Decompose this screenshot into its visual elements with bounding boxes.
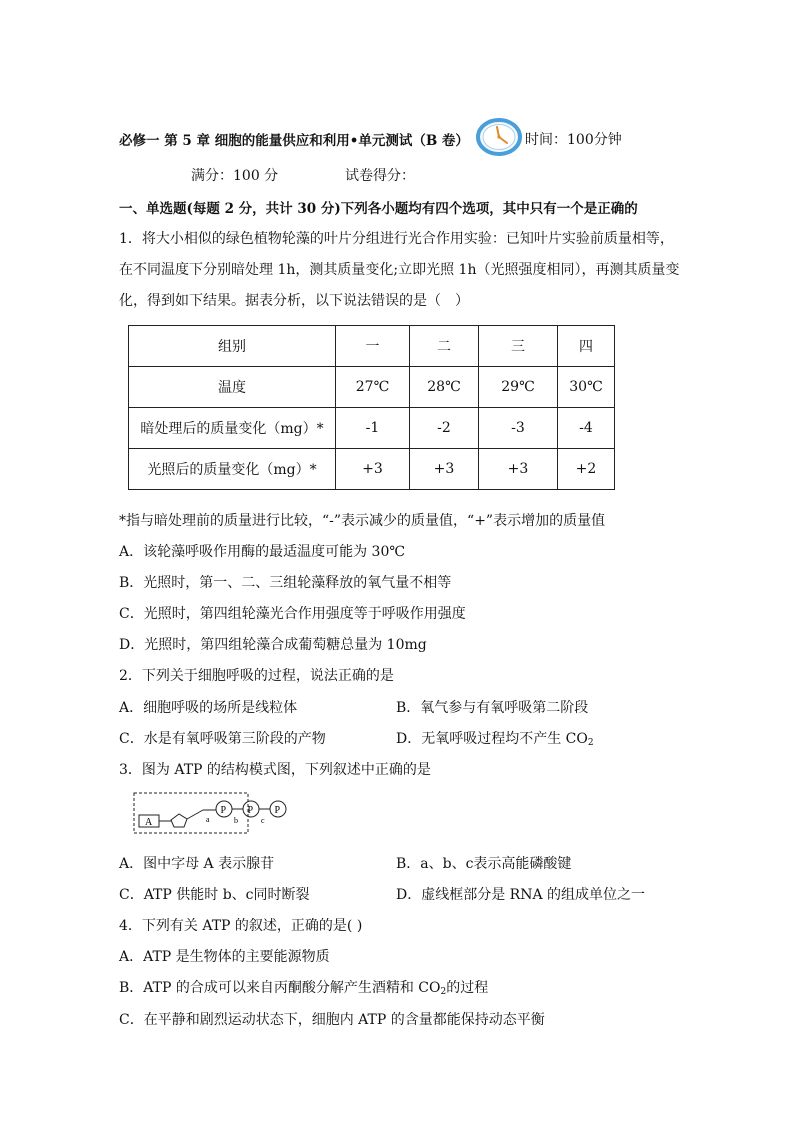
q1-table-note: *指与暗处理前的质量进行比较，“-”表示减少的质量值，“+”表示增加的质量值 [119, 513, 606, 529]
section-title: 一、单选题(每题 2 分，共计 30 分)下列各小题均有四个选项，其中只有一个是正确的 [119, 201, 638, 217]
label-a: a [206, 815, 210, 824]
q3-stem: 3．图为 ATP 的结构模式图，下列叙述中正确的是 [119, 762, 431, 778]
q1-stem-line3: 化，得到如下结果。据表分析，以下说法错误的是（ ） [119, 293, 469, 309]
q3-option-a: A．图中字母 A 表示腺苷 [119, 856, 275, 872]
paper-title: 必修一 第 5 章 细胞的能量供应和利用•单元测试（B 卷） [119, 133, 469, 149]
adenine-label: A [145, 817, 153, 828]
q2-option-d-text: D．无氧呼吸过程均不产生 CO [396, 731, 588, 747]
table-cell: +3 [479, 449, 558, 490]
table-row [129, 449, 615, 490]
subscript-2: 2 [587, 738, 594, 748]
q4-option-b-suffix: 的过程 [446, 980, 489, 996]
q2-option-c: C．水是有氧呼吸第三阶段的产物 [119, 731, 326, 747]
label-b: b [234, 816, 238, 825]
q1-data-table [128, 325, 615, 490]
table-cell: +2 [558, 449, 615, 490]
q3-option-b: B．a、b、c表示高能磷酸键 [396, 856, 572, 872]
table-cell: -1 [336, 408, 410, 449]
q1-option-a: A．该轮藻呼吸作用酶的最适温度可能为 30℃ [119, 544, 406, 560]
q2-option-b: B．氧气参与有氧呼吸第二阶段 [396, 700, 589, 716]
table-cell: +3 [336, 449, 410, 490]
table-cell: +3 [410, 449, 479, 490]
q4-stem: 4．下列有关 ATP 的叙述，正确的是( ) [119, 918, 363, 934]
q1-option-d: D．光照时，第四组轮藻合成葡萄糖总量为 10mg [119, 637, 427, 653]
table-cell: 30℃ [558, 367, 615, 408]
table-cell: 暗处理后的质量变化（mg）* [129, 408, 336, 449]
q4-option-a: A．ATP 是生物体的主要能源物质 [119, 949, 330, 965]
exam-time: 时间：100分钟 [525, 132, 622, 148]
table-cell: -4 [558, 408, 615, 449]
clock-icon [476, 118, 522, 156]
q1-option-b: B．光照时，第一、二、三组轮藻释放的氧气量不相等 [119, 575, 452, 591]
q2-stem: 2．下列关于细胞呼吸的过程，说法正确的是 [119, 668, 394, 684]
subscript-2: 2 [440, 987, 447, 997]
phosphate-label: P [274, 805, 281, 816]
q1-option-c: C．光照时，第四组轮藻光合作用强度等于呼吸作用强度 [119, 606, 466, 622]
ribose-pentagon [171, 814, 187, 827]
table-cell: 光照后的质量变化（mg）* [129, 449, 336, 490]
table-row [129, 408, 615, 449]
score-label: 试卷得分： [345, 168, 415, 184]
q1-stem-line2: 在不同温度下分别暗处理 1h，测其质量变化;立即光照 1h（光照强度相同），再测其质量变 [119, 262, 680, 278]
q1-stem-line1: 1．将大小相似的绿色植物轮藻的叶片分组进行光合作用实验：已知叶片实验前质量相等， [119, 231, 674, 247]
atp-structure-diagram [133, 792, 293, 836]
q3-option-c: C．ATP 供能时 b、c同时断裂 [119, 887, 310, 903]
table-cell: -2 [410, 408, 479, 449]
table-row [129, 367, 615, 408]
table-cell: 27℃ [336, 367, 410, 408]
table-cell: 一 [336, 326, 410, 367]
table-cell: 29℃ [479, 367, 558, 408]
q4-option-b [119, 977, 488, 997]
table-cell: 28℃ [410, 367, 479, 408]
table-cell: 二 [410, 326, 479, 367]
table-cell: 三 [479, 326, 558, 367]
q3-option-d: D．虚线框部分是 RNA 的组成单位之一 [396, 887, 646, 903]
phosphate-label: P [247, 805, 254, 816]
table-header-row [129, 326, 615, 367]
table-cell: -3 [479, 408, 558, 449]
table-cell: 温度 [129, 367, 336, 408]
table-cell: 四 [558, 326, 615, 367]
q4-option-c: C．在平静和剧烈运动状态下，细胞内 ATP 的含量都能保持动态平衡 [119, 1012, 545, 1028]
q2-option-d [396, 728, 594, 748]
full-score: 满分：100 分 [191, 168, 279, 184]
phosphate-label: P [220, 805, 227, 816]
q4-option-b-text: B．ATP 的合成可以来自丙酮酸分解产生酒精和 CO [119, 980, 441, 996]
table-cell: 组别 [129, 326, 336, 367]
q2-option-a: A．细胞呼吸的场所是线粒体 [119, 700, 298, 716]
label-c: c [261, 816, 265, 825]
